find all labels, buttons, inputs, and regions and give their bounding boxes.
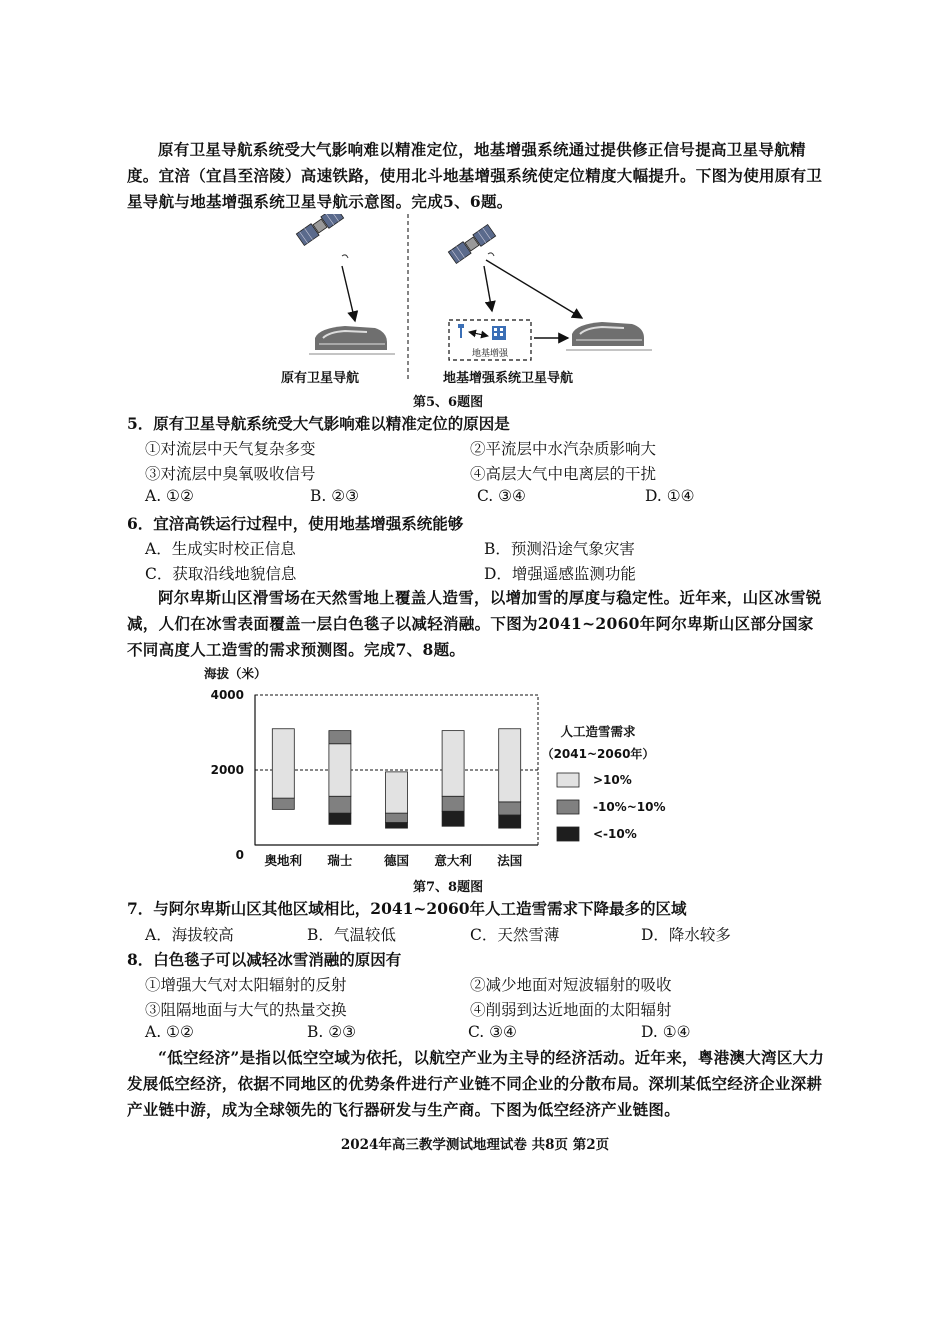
- bar-segment-法国: [499, 815, 521, 828]
- satellite-icon: [448, 225, 495, 264]
- x-tick-label: 意大利: [434, 853, 472, 868]
- chart-ylabel: 海拔（米）: [204, 666, 267, 681]
- bar-segment-奥地利: [272, 798, 294, 809]
- question-8-stem: 8．白色毯子可以减轻冰雪消融的原因有: [127, 950, 402, 969]
- question-5-item: ④高层大气中电离层的干扰: [470, 465, 657, 483]
- bar-segment-奥地利: [272, 729, 294, 798]
- question-6-option-c[interactable]: C．获取沿线地貌信息: [145, 565, 297, 583]
- question-6-option-a[interactable]: A．生成实时校正信息: [145, 540, 296, 558]
- legend-label: >10%: [593, 773, 632, 787]
- figure-label-left: 原有卫星导航: [281, 371, 360, 386]
- question-6-option-b[interactable]: B．预测沿途气象灾害: [484, 540, 635, 558]
- ground-station-label: 地基增强: [471, 349, 509, 359]
- question-8-item: ②减少地面对短波辐射的吸收: [470, 976, 672, 994]
- question-8-option-d[interactable]: D. ①④: [641, 1023, 691, 1041]
- intro-paragraph-2: 阿尔卑斯山区滑雪场在天然雪地上覆盖人造雪，以增加雪的厚度与稳定性。近年来，山区冰雪锐减，人们在冰雪表面覆盖一层白色毯子以减轻消融。下图为2041~2060年阿尔卑斯山区部分国家不同高度人工造雪的需求预测图。完成7、8题。: [127, 588, 822, 659]
- question-8-option-c[interactable]: C. ③④: [468, 1023, 517, 1041]
- question-6-option-d[interactable]: D．增强遥感监测功能: [484, 565, 636, 583]
- question-5-option-d[interactable]: D. ①④: [645, 487, 695, 505]
- question-7-option-b[interactable]: B．气温较低: [307, 926, 396, 944]
- x-tick-label: 奥地利: [264, 853, 303, 868]
- question-6-stem: 6．宜涪高铁运行过程中，使用地基增强系统能够: [127, 514, 464, 533]
- antenna-icon: [458, 324, 464, 338]
- y-tick-label: 0: [235, 848, 244, 862]
- signal-arrow: [486, 260, 582, 318]
- legend-label: -10%~10%: [593, 800, 666, 814]
- question-7-option-d[interactable]: D．降水较多: [641, 926, 731, 944]
- x-tick-label: 法国: [497, 853, 523, 868]
- y-tick-label: 4000: [210, 688, 244, 702]
- question-5-item: ①对流层中天气复杂多变: [145, 440, 316, 458]
- bar-segment-意大利: [442, 811, 464, 826]
- x-tick-label: 瑞士: [327, 853, 353, 868]
- legend-title: 人工造雪需求: [560, 724, 636, 739]
- satellite-icon: [296, 214, 343, 245]
- snowmaking-demand-chart: [200, 680, 680, 875]
- bar-segment-瑞士: [329, 731, 351, 744]
- question-5-stem: 5．原有卫星导航系统受大气影响难以精准定位的原因是: [127, 414, 510, 433]
- bar-segment-意大利: [442, 731, 464, 797]
- legend-swatch: [557, 827, 579, 841]
- navigation-diagram: [260, 214, 660, 384]
- figure-label-right: 地基增强系统卫星导航: [443, 371, 574, 386]
- intro-paragraph-3: “低空经济”是指以低空空域为依托，以航空产业为主导的经济活动。近年来，粤港澳大湾区大力发展低空经济，依据不同地区的优势条件进行产业链不同企业的分散布局。深圳某低空经济企业深耕产业链中游，成为全球领先的飞行器研发与生产商。下图为低空经济产业链图。: [127, 1048, 825, 1119]
- train-icon: [309, 326, 395, 354]
- question-5-item: ②平流层中水汽杂质影响大: [470, 440, 657, 458]
- figure-caption-2: 第7、8题图: [413, 880, 484, 895]
- building-icon: [492, 326, 506, 340]
- bar-segment-德国: [386, 813, 408, 822]
- question-7-option-c[interactable]: C．天然雪薄: [470, 926, 560, 944]
- bar-segment-法国: [499, 729, 521, 802]
- bar-segment-瑞士: [329, 813, 351, 824]
- question-5-item: ③对流层中臭氧吸收信号: [145, 465, 316, 483]
- bar-segment-德国: [386, 823, 408, 829]
- question-7-stem: 7．与阿尔卑斯山区其他区域相比，2041~2060年人工造雪需求下降最多的区域: [127, 899, 687, 918]
- question-8-option-b[interactable]: B. ②③: [307, 1023, 357, 1041]
- signal-arrow: [342, 266, 355, 321]
- train-icon: [566, 322, 652, 350]
- question-8-item: ④削弱到达近地面的太阳辐射: [470, 1001, 672, 1019]
- question-8-option-a[interactable]: A. ①②: [145, 1023, 194, 1041]
- question-5-option-b[interactable]: B. ②③: [310, 487, 360, 505]
- question-7-option-a[interactable]: A．海拔较高: [145, 926, 234, 944]
- question-8-item: ①增强大气对太阳辐射的反射: [145, 976, 347, 994]
- figure-caption-1: 第5、6题图: [413, 395, 484, 410]
- question-8-item: ③阻隔地面与大气的热量交换: [145, 1001, 347, 1019]
- question-5-option-c[interactable]: C. ③④: [477, 487, 526, 505]
- y-tick-label: 2000: [210, 763, 244, 777]
- x-tick-label: 德国: [383, 853, 410, 868]
- intro-paragraph-1: 原有卫星导航系统受大气影响难以精准定位，地基增强系统通过提供修正信号提高卫星导航精度。宜涪（宜昌至涪陵）高速铁路，使用北斗地基增强系统使定位精度大幅提升。下图为使用原有卫星导航与地基增强系统卫星导航示意图。完成5、6题。: [127, 140, 823, 211]
- legend-swatch: [557, 773, 579, 787]
- bar-segment-意大利: [442, 796, 464, 811]
- page-footer: 2024年高三教学测试地理试卷 共8页 第2页: [340, 1137, 610, 1153]
- bar-segment-德国: [386, 772, 408, 813]
- bar-segment-瑞士: [329, 744, 351, 797]
- bar-segment-法国: [499, 802, 521, 815]
- legend-swatch: [557, 800, 579, 814]
- signal-arrow: [484, 266, 492, 311]
- legend-label: <-10%: [593, 827, 637, 841]
- legend-period: （2041~2060年）: [541, 747, 655, 761]
- question-5-option-a[interactable]: A. ①②: [145, 487, 194, 505]
- bar-segment-瑞士: [329, 796, 351, 813]
